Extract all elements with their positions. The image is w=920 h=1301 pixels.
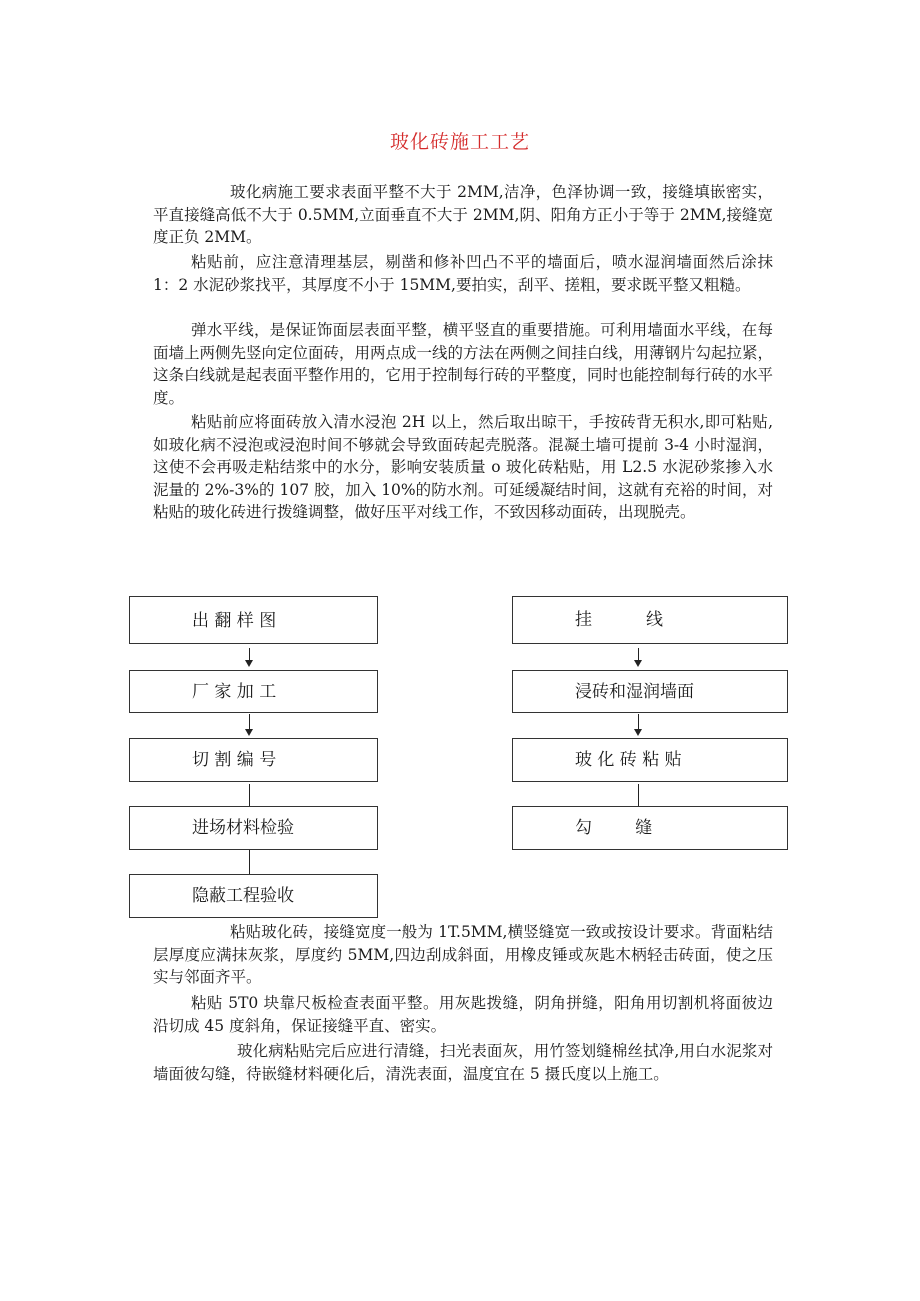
paragraph-flatness-check: 粘贴 5T0 块靠尺板检查表面平整。用灰匙拨缝，阴角拼缝，阳角用切割机将面彼边沿切成 45 度斜角，保证接缝平直、密实。 (153, 994, 773, 1035)
flow-arrow (633, 648, 645, 667)
flow-step-shop-drawing (129, 596, 378, 644)
paragraph-soaking: 粘贴前应将面砖放入清水浸泡 2H 以上，然后取出晾干，手按砖背无积水,即可粘贴,如玻化病不浸泡或浸泡时间不够就会导致面砖起壳脱落。混凝土墙可提前 3-4 小时湿润，这使不会再吸走粘结浆中的水分，影响安装质量 o 玻化砖粘贴，用 L2.5 水泥砂浆掺入水泥量的 2%-3%的 107 胶，加入 10%的防水剂。可延缓凝结时间，这就有充裕的时间，对粘贴的玻化砖进行拨缝调整，做好压平对线工作，不致因移动面砖，出现脱壳。 (153, 413, 773, 522)
paragraph-cleaning: 玻化病粘贴完后应进行清缝，扫光表面灰，用竹签划缝棉丝拭净,用白水泥浆对墙面彼勾缝，待嵌缝材料硬化后，清洗表面，温度宜在 5 摄氏度以上施工。 (153, 1042, 773, 1083)
flow-step-label: 进场材料检验 (192, 818, 294, 838)
flow-step-label: 玻 化 砖 粘 贴 (575, 750, 682, 770)
flow-step-tile-laying (512, 738, 788, 782)
flow-step-cutting-numbering (129, 738, 378, 782)
flow-step-material-inspection (129, 806, 378, 850)
flow-arrow (633, 714, 645, 736)
flow-step-label: 出 翻 样 图 (192, 611, 277, 631)
flow-step-label: 勾 缝 (575, 818, 653, 838)
flow-step-soak-and-wet-wall (512, 670, 788, 713)
flow-arrow (244, 648, 256, 667)
flow-arrow (244, 714, 256, 736)
flow-step-concealed-works-acceptance (129, 874, 378, 918)
paragraph-base-prep: 粘贴前，应注意清理基层，剔凿和修补凹凸不平的墙面后，喷水湿润墙面然后涂抹 1：2 水泥砂浆找平，其厚度不小于 15MM,要拍实，刮平、搓粗，要求既平整又粗糙。 (153, 253, 773, 294)
flow-step-label: 隐蔽工程验收 (192, 886, 294, 906)
flow-step-pointing (512, 806, 788, 850)
flow-step-factory-processing (129, 670, 378, 713)
paragraph-requirements: 玻化病施工要求表面平整不大于 2MM,洁净，色泽协调一致，接缝填嵌密实，平直接缝高低不大于 0.5MM,立面垂直不大于 2MM,阴、阳角方正小于等于 2MM,接缝宽度正负 2MM。 (153, 183, 773, 247)
paragraph-level-line: 弹水平线，是保证饰面层表面平整，横平竖直的重要措施。可利用墙面水平线，在每面墙上两侧先竖向定位面砖，用两点成一线的方法在两侧之间挂白线，用薄钢片勾起拉紧，这条白线就是起表面平整作用的，它用于控制每行砖的平整度，同时也能控制每行砖的水平度。 (153, 321, 774, 407)
flow-step-hang-line (512, 596, 788, 644)
flow-step-label: 挂 线 (575, 610, 664, 630)
paragraph-joint-width: 粘贴玻化砖，接缝宽度一般为 1T.5MM,横竖缝宽一致或按设计要求。背面粘结层厚度应满抹灰浆，厚度约 5MM,四边刮成斜面，用橡皮锤或灰匙木柄轻击砖面，使之压实与邻面齐平。 (153, 923, 773, 987)
flow-step-label: 厂 家 加 工 (192, 681, 277, 702)
flow-step-label: 浸砖和湿润墙面 (575, 681, 694, 702)
page-title: 玻化砖施工工艺 (389, 131, 530, 153)
flow-step-label: 切 割 编 号 (192, 750, 277, 770)
